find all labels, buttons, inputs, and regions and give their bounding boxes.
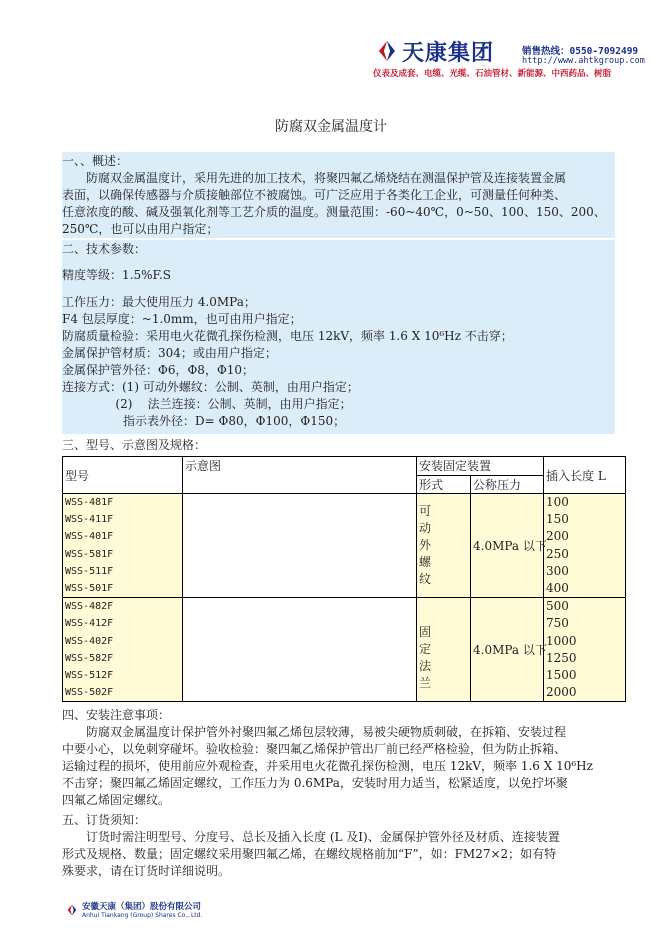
overview-line: 250℃，也可以由用户指定； (62, 222, 219, 236)
length-value: 750 (546, 616, 569, 631)
model-code: WSS-582F (65, 652, 114, 664)
length-list-threaded (544, 494, 626, 598)
overview-line: 表面，以确保传感器与介质接触部位不被腐蚀。可广泛应用于各类化工企业，可测量任何种类、 (62, 188, 567, 202)
length-value: 500 (546, 599, 569, 614)
col-model: 型号 (63, 457, 183, 494)
model-code: WSS-411F (65, 514, 114, 526)
tiankang-logo-icon (376, 40, 398, 62)
form-char: 纹 (419, 572, 432, 587)
sales-hotline: 销售热线：0550-7092499 (522, 46, 639, 57)
model-code: WSS-512F (65, 670, 114, 682)
length-value: 1500 (546, 668, 577, 683)
form-char: 动 (419, 521, 432, 536)
diagram-cell (183, 598, 417, 702)
model-code: WSS-482F (65, 601, 114, 613)
length-value: 300 (546, 563, 569, 578)
table-row (63, 598, 626, 702)
business-tagline: 仪表及成套、电缆、光缆、石油管材、新能源、中西药品、树脂 (373, 69, 612, 79)
length-value: 400 (546, 581, 569, 596)
form-char: 定 (419, 642, 432, 657)
overview-line: 防腐双金属温度计，采用先进的加工技术，将聚四氟乙烯烧结在测温保护管及连接装置金属 (86, 171, 567, 185)
tech-line: 防腐质量检验：采用电火花微孔探伤检测，电压 12kV，频率 1.6 X 10⁶Hz 不击穿； (62, 329, 513, 343)
overview-section (62, 153, 615, 238)
length-value: 250 (546, 546, 569, 561)
model-code: WSS-401F (65, 531, 114, 543)
order-line: 殊要求，请在订货时详细说明。 (62, 864, 231, 878)
form-char: 固 (419, 625, 432, 640)
model-code: WSS-502F (65, 687, 114, 699)
tech-section (62, 241, 615, 430)
length-value: 100 (546, 495, 569, 509)
install-line: 不击穿；聚四氟乙烯固定螺纹，工作压力为 0.6MPa，安装时用力适当，松紧适度，以免拧坏聚 (62, 776, 568, 790)
model-list-threaded (63, 494, 183, 598)
model-code: WSS-412F (65, 618, 114, 630)
brand-name: 天康集团 (402, 41, 495, 66)
install-heading: 四、安装注意事项： (62, 708, 171, 722)
length-list-flange (544, 598, 626, 702)
footer-company: 安徽天康（集团）股份有限公司 (82, 902, 202, 912)
install-section (62, 707, 615, 809)
col-mounting: 安装固定装置 (417, 457, 544, 476)
length-value: 1000 (546, 633, 577, 648)
tech-line: 金属保护管材质：304；或由用户指定； (62, 346, 277, 360)
col-length: 插入长度 L (544, 457, 626, 494)
table-header-row (63, 457, 626, 476)
tech-line: F4 包层厚度：~1.0mm，也可由用户指定； (62, 312, 302, 326)
form-char: 兰 (419, 676, 432, 691)
tech-heading: 二、技术参数： (62, 242, 147, 256)
order-heading: 五、订货须知： (62, 813, 147, 827)
model-code: WSS-481F (65, 497, 114, 508)
model-code: WSS-511F (65, 565, 114, 577)
page-header (0, 0, 662, 90)
form-char: 外 (419, 538, 432, 553)
order-line: 形式及规格、数量；固定螺纹采用聚四氟乙烯，在螺纹规格前加“F”，如：FM27×2；如有特 (62, 847, 557, 861)
tech-line: (2) 法兰连接：公制、英制，由用户指定； (62, 397, 352, 411)
website-url[interactable]: http://www.ahtkgroup.com (522, 56, 645, 66)
tech-line: 连接方式：(1) 可动外螺纹：公制、英制，由用户指定； (62, 380, 359, 394)
overview-line: 任意浓度的酸、碱及强氧化剂等工艺介质的温度。测量范围：-60~40℃，0~50、100、150、200、 (62, 205, 606, 219)
footer-company-en: Anhui Tiankang (Group) Shares Co., Ltd. (82, 912, 203, 919)
tech-line: 工作压力：最大使用压力 4.0MPa； (62, 295, 256, 309)
form-flange (417, 598, 471, 702)
order-section (62, 812, 615, 880)
pressure-threaded: 4.0MPa 以下 (471, 494, 544, 598)
model-code: WSS-402F (65, 635, 114, 647)
install-line: 中要小心，以免刺穿碰坏。验收检验：聚四氟乙烯保护管出厂前已经严格检验，但为防止拆箱、 (62, 742, 567, 756)
form-threaded (417, 494, 471, 598)
form-char: 法 (419, 659, 432, 674)
tech-line: 指示表外径：D= Φ80，Φ100，Φ150； (62, 414, 346, 428)
form-char: 螺 (419, 555, 432, 570)
footer-logo-icon (66, 904, 78, 916)
model-code: WSS-501F (65, 583, 114, 595)
length-value: 2000 (546, 685, 577, 700)
models-heading: 三、型号、示意图及规格： (62, 438, 207, 452)
install-line: 防腐双金属温度计保护管外衬聚四氟乙烯包层较薄，易被尖硬物质刺破，在拆箱、安装过程 (86, 725, 567, 739)
pressure-flange: 4.0MPa 以下 (471, 598, 544, 702)
length-value: 200 (546, 529, 569, 544)
accuracy-class: 精度等级：1.5%F.S (62, 268, 171, 282)
col-diagram: 示意图 (183, 457, 417, 494)
install-line: 运输过程的损坏，使用前应外观检查，并采用电火花微孔探伤检测，电压 12kV，频率 1.6 X 10⁶Hz (62, 759, 593, 773)
tech-line: 金属保护管外径：Φ6，Φ8，Φ10； (62, 363, 255, 377)
install-line: 四氟乙烯固定螺纹。 (62, 793, 171, 807)
order-line: 订货时需注明型号、分度号、总长及插入长度 (L 及Ⅰ)、金属保护管外径及材质、连接装置 (86, 830, 560, 844)
col-pressure: 公称压力 (471, 476, 544, 494)
form-char: 可 (419, 504, 432, 519)
model-code: WSS-581F (65, 548, 114, 560)
length-value: 1250 (546, 650, 577, 665)
diagram-cell (183, 494, 417, 598)
model-spec-table (62, 456, 626, 702)
length-value: 150 (546, 512, 569, 527)
overview-heading: 一、、概述： (62, 154, 129, 168)
table-row (63, 494, 626, 598)
col-form: 形式 (417, 476, 471, 494)
model-list-flange (63, 598, 183, 702)
page-title: 防腐双金属温度计 (275, 119, 387, 135)
